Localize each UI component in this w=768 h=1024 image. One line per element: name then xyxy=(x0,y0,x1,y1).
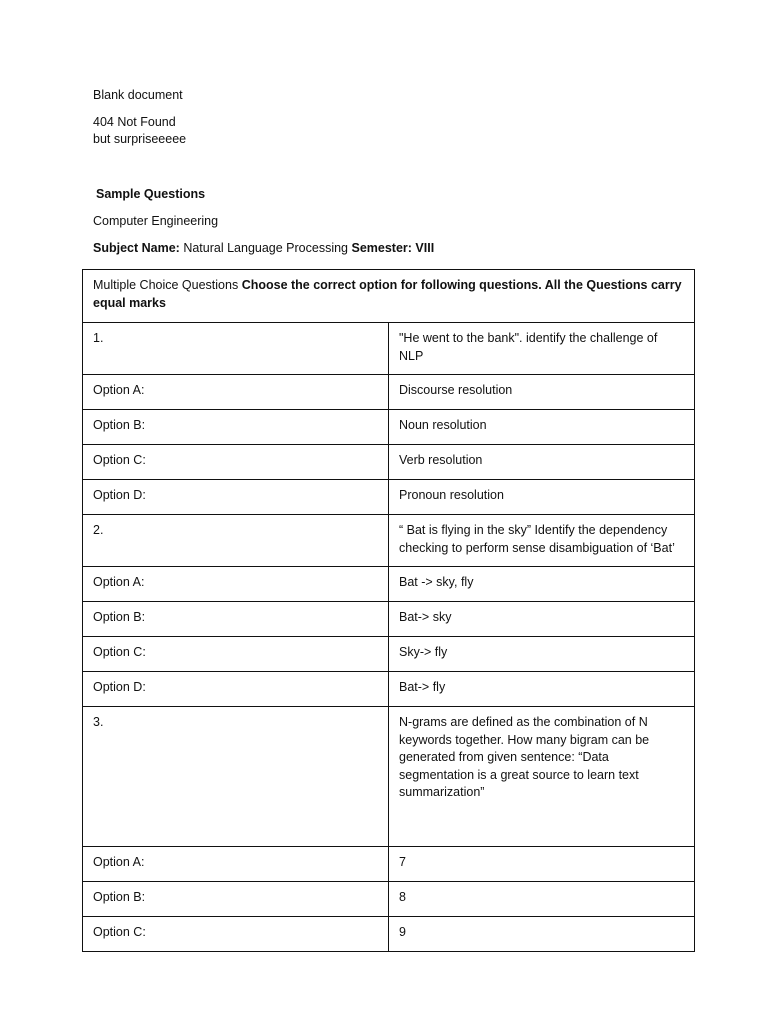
row-label: Option A: xyxy=(83,847,389,882)
row-label: Option B: xyxy=(83,882,389,917)
row-text: 7 xyxy=(389,847,695,882)
row-text: 8 xyxy=(389,882,695,917)
table-row xyxy=(83,445,695,480)
table-intro-cell xyxy=(83,270,695,323)
table-row xyxy=(83,917,695,952)
row-label: Option A: xyxy=(83,567,389,602)
row-text: 9 xyxy=(389,917,695,952)
row-label: Option B: xyxy=(83,602,389,637)
row-text: “ Bat is flying in the sky” Identify the dependency checking to perform sense disambiguation of ‘Bat’ xyxy=(389,515,695,567)
row-label: Option D: xyxy=(83,672,389,707)
table-header-row xyxy=(83,270,695,323)
table-row xyxy=(83,515,695,567)
department-line: Computer Engineering xyxy=(93,214,219,228)
table-row xyxy=(83,882,695,917)
table-row xyxy=(83,602,695,637)
row-label: Option C: xyxy=(83,445,389,480)
row-text: "He went to the bank". identify the challenge of NLP xyxy=(389,323,695,375)
row-text: Sky-> fly xyxy=(389,637,695,672)
row-text: N-grams are defined as the combination of N keywords together. How many bigram can be generated from given sentence: “Data segmentation is a great source to learn text summarization” xyxy=(389,707,695,847)
row-label: Option A: xyxy=(83,375,389,410)
row-label: Option C: xyxy=(83,917,389,952)
table-row xyxy=(83,323,695,375)
table-row xyxy=(83,410,695,445)
row-text: Noun resolution xyxy=(389,410,695,445)
row-text: Bat-> sky xyxy=(389,602,695,637)
row-text: Bat -> sky, fly xyxy=(389,567,695,602)
table-row xyxy=(83,847,695,882)
row-label: 1. xyxy=(83,323,389,375)
row-label: Option C: xyxy=(83,637,389,672)
subject-line xyxy=(93,240,434,257)
row-text: Pronoun resolution xyxy=(389,480,695,515)
subject-value: Natural Language Processing xyxy=(179,241,352,255)
row-label: Option D: xyxy=(83,480,389,515)
semester-label: Semester: xyxy=(351,241,412,255)
table-row xyxy=(83,480,695,515)
row-text: Discourse resolution xyxy=(389,375,695,410)
row-text: Bat-> fly xyxy=(389,672,695,707)
row-label: 3. xyxy=(83,707,389,847)
subject-label: Subject Name: xyxy=(93,241,180,255)
row-text: Verb resolution xyxy=(389,445,695,480)
blank-document-line: Blank document xyxy=(93,88,183,102)
questions-table xyxy=(82,269,695,952)
intro-bold: Choose the correct option for following questions. All the Questions carry equal marks xyxy=(93,278,682,310)
intro-plain: Multiple Choice Questions xyxy=(93,278,242,292)
semester-value: VIII xyxy=(411,241,435,255)
table-row xyxy=(83,707,695,847)
table-row xyxy=(83,672,695,707)
table-row xyxy=(83,375,695,410)
row-label: Option B: xyxy=(83,410,389,445)
row-label: 2. xyxy=(83,515,389,567)
table-row xyxy=(83,567,695,602)
surprise-line: but surpriseeeee xyxy=(93,132,187,146)
sample-questions-title: Sample Questions xyxy=(96,187,206,201)
not-found-line: 404 Not Found xyxy=(93,115,176,129)
table-row xyxy=(83,637,695,672)
